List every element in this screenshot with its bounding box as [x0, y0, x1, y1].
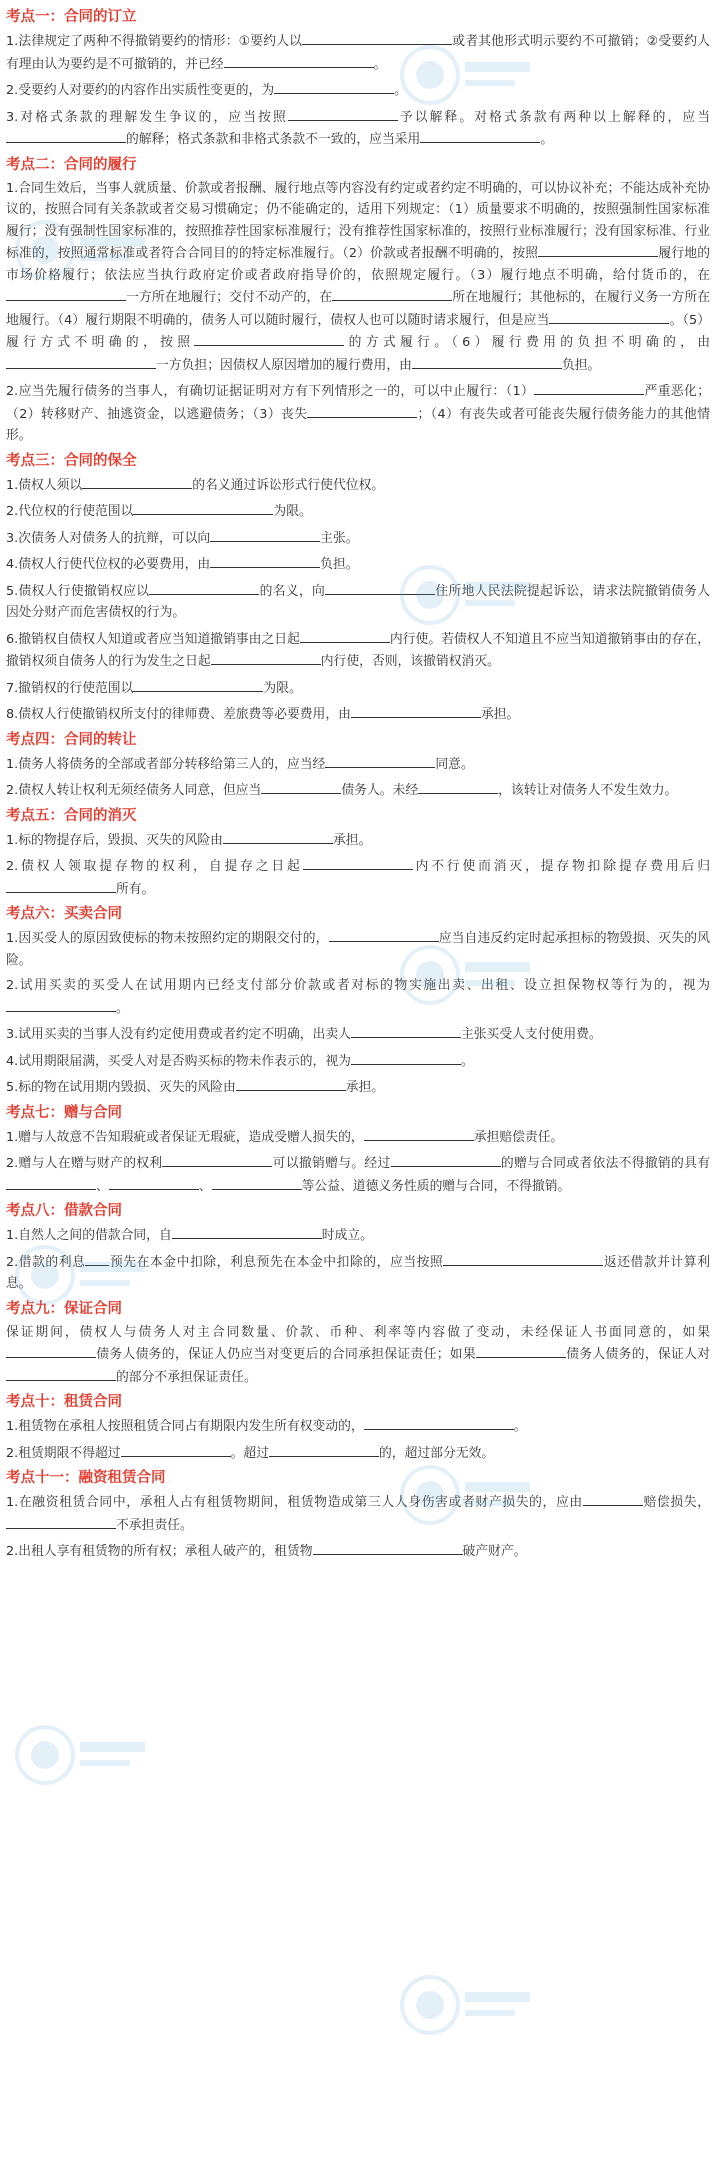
text-segment: 1.租赁物在承租人按照租赁合同占有期限内发生所有权变动的， [6, 1419, 364, 1434]
question-paragraph [6, 855, 710, 900]
question-paragraph [6, 1322, 710, 1389]
question-paragraph [6, 1442, 710, 1465]
text-segment: 主张买受人支付使用费。 [460, 1027, 602, 1042]
text-segment: 、 [96, 1178, 109, 1194]
text-segment: 1.合同生效后，当事人就质量、价款或者报酬、履行地点等内容没有约定或者约定不明确的，可以协议补充；不能达成补充协议的，按照合同有关条款或者交易习惯确定；仍不能确定的，适用下列规定：（1）质量要求不明确的，按照强制性国家标准履行；没有强制性国家标准的，按照推荐性国家标准履行；没有推荐性国家标准的，按照行业标准履行；没有国家标准、行业标准的，按照通常标准或者符合合同目的的特定标准履行。（2）价款或者报酬不明确的，按照 [6, 180, 710, 261]
text-segment: 的，超过部分无效。 [378, 1445, 495, 1461]
answer-blank [6, 1343, 96, 1358]
text-segment: 履行地的市场价格履行；依法应当执行政府定价或者政府指导价的，依照规定履行。（3）履行地点不明确，给付货币的，在 [6, 246, 710, 283]
answer-blank [351, 1023, 461, 1038]
answer-blank [223, 829, 333, 844]
question-paragraph [6, 580, 710, 624]
text-segment: 承担。 [480, 707, 520, 722]
question-paragraph [6, 753, 710, 776]
text-segment: 3.对格式条款的理解发生争议的，应当按照 [6, 109, 288, 125]
answer-blank [538, 242, 658, 257]
question-paragraph [6, 1415, 710, 1438]
question-paragraph [6, 1023, 710, 1046]
answer-blank [476, 1343, 566, 1358]
answer-blank [443, 1251, 603, 1266]
question-paragraph [6, 1251, 710, 1295]
text-segment: 8.债权人行使撤销权所支付的律师费、差旅费等必要费用，由 [6, 707, 351, 722]
text-segment: 2.租赁期限不得超过 [6, 1445, 121, 1461]
answer-blank [303, 855, 413, 870]
answer-blank [307, 403, 417, 418]
text-segment: 为限。 [263, 680, 302, 696]
answer-blank [6, 128, 126, 143]
answer-blank [6, 997, 116, 1012]
answer-blank [351, 703, 481, 718]
text-segment: 所在地履行；其他标的，在履行义务一方所在地履行。（4）履行期限不明确的，债务人可以随时履行，债权人也可以随时请求履行，但是应当 [6, 290, 711, 328]
text-segment: 内行使。若债权人不知道且不应当知道撤销事由的存在，撤销权须自债务人的行为发生之日起 [6, 631, 710, 669]
answer-blank [325, 753, 435, 768]
question-paragraph [6, 1050, 710, 1073]
section-heading: 考点八：借款合同 [6, 1203, 122, 1219]
text-segment: 。 [116, 1000, 129, 1016]
text-segment: 的名义通过诉讼形式行使代位权。 [192, 477, 385, 493]
answer-blank [82, 474, 192, 489]
answer-blank [313, 1540, 463, 1555]
text-segment: 可以撤销赠与。经过 [272, 1156, 391, 1171]
answer-blank [6, 286, 126, 301]
text-segment: 承担。 [332, 832, 372, 848]
text-segment: 。 [540, 132, 554, 147]
section-heading: 考点十：租赁合同 [6, 1394, 122, 1410]
text-segment: 债务人债务的，保证人仍应当对变更后的合同承担保证责任；如果 [96, 1347, 476, 1362]
answer-blank [325, 580, 435, 595]
answer-blank [269, 1442, 379, 1457]
text-segment: 。 [394, 83, 407, 98]
question-paragraph [6, 1540, 710, 1563]
text-segment: 或者其他形式明示要约不可撤销；②受要约人有理由认为要约是不可撤销的，并已经 [6, 34, 710, 72]
text-segment: 。 [513, 1419, 527, 1434]
answer-blank [109, 1175, 199, 1190]
answer-blank [364, 1415, 514, 1430]
text-segment: 2.借款的利息 [6, 1254, 86, 1270]
text-segment: 的方式履行。（6）履行费用的负担不明确的，由 [344, 335, 711, 350]
text-segment: 一方所在地履行；交付不动产的，在 [126, 290, 333, 305]
text-segment: 1.债务人将债务的全部或者部分转移给第三人的，应当经 [6, 756, 326, 772]
text-segment: 1.因买受人的原因致使标的物未按照约定的期限交付的， [6, 931, 329, 946]
answer-blank [6, 1366, 116, 1381]
section-heading: 考点三：合同的保全 [6, 452, 137, 469]
answer-blank [6, 1514, 116, 1529]
answer-blank [364, 1126, 474, 1141]
question-paragraph [6, 1152, 710, 1197]
text-segment: 6.撤销权自债权人知道或者应当知道撤销事由之日起 [6, 631, 300, 647]
text-segment: 应当自违反约定时起承担标的物毁损、灭失的风险。 [6, 931, 711, 968]
text-segment: 破产财产。 [462, 1544, 527, 1559]
section-heading: 考点九：保证合同 [6, 1300, 122, 1317]
text-segment: 住所地人民法院提起诉讼，请求法院撤销债务人因处分财产而危害债权的行为。 [6, 583, 711, 620]
answer-blank [302, 30, 452, 45]
question-paragraph [6, 474, 710, 497]
question-paragraph [6, 829, 710, 852]
text-segment: 严重恶化；（2）转移财产、抽逃资金，以逃避债务；（3）丧失 [6, 384, 711, 422]
section-heading: 考点五：合同的消灭 [6, 807, 137, 824]
text-segment: 1.标的物提存后，毁损、灭失的风险由 [6, 832, 223, 848]
section-heading: 考点六：买卖合同 [6, 906, 122, 922]
question-paragraph [6, 927, 710, 971]
answer-blank [6, 354, 156, 369]
question-paragraph [6, 30, 710, 75]
question-paragraph [6, 106, 710, 151]
section-heading: 考点二：合同的履行 [6, 156, 137, 173]
question-paragraph [6, 975, 710, 1019]
text-segment: 1.法律规定了两种不得撤销要约的情形：①要约人以 [6, 34, 303, 49]
text-segment: 。 [373, 56, 387, 72]
text-segment: 时成立。 [321, 1228, 373, 1243]
answer-blank [534, 380, 644, 395]
section-heading: 考点十一：融资租赁合同 [6, 1470, 166, 1486]
text-segment: 的赠与合同或者依法不得撤销的具有 [500, 1156, 710, 1171]
question-paragraph [6, 527, 710, 550]
text-segment: 为限。 [273, 504, 312, 519]
answer-blank [300, 628, 390, 643]
text-segment: ；（4）有丧失或者可能丧失履行债务能力的其他情形。 [6, 406, 710, 443]
text-segment: 同意。 [435, 756, 474, 772]
answer-blank [418, 779, 498, 794]
text-segment: 债务人。未经 [341, 783, 419, 798]
text-segment: 承担赔偿责任。 [473, 1129, 564, 1145]
answer-blank [6, 878, 116, 893]
text-segment: 返还借款并计算利息。 [6, 1254, 711, 1291]
question-paragraph [6, 1126, 710, 1149]
text-segment: 5.标的物在试用期内毁损、灭失的风险由 [6, 1080, 236, 1095]
answer-blank [210, 553, 320, 568]
text-segment: 3.次债务人对债务人的抗辩，可以向 [6, 530, 211, 546]
answer-blank [224, 53, 374, 68]
text-segment: 1.自然人之间的借款合同，自 [6, 1228, 172, 1243]
answer-blank [412, 354, 562, 369]
answer-blank [194, 331, 344, 346]
text-segment: 的解释；格式条款和非格式条款不一致的，应当采用 [126, 132, 421, 147]
text-segment: 2.应当先履行债务的当事人，有确切证据证明对方有下列情形之一的，可以中止履行：（1） [6, 384, 535, 399]
text-segment: 1.债权人须以 [6, 477, 83, 493]
text-segment: 4.试用期限届满，买受人对是否购买标的物未作表示的，视为 [6, 1053, 351, 1069]
answer-blank [162, 1152, 272, 1167]
question-paragraph [6, 1224, 710, 1247]
answer-blank [211, 650, 321, 665]
text-segment: 3.试用买卖的当事人没有约定使用费或者约定不明确，出卖人 [6, 1027, 351, 1042]
text-segment: 主张。 [320, 530, 359, 546]
section-heading: 考点七：赠与合同 [6, 1104, 122, 1121]
question-paragraph [6, 1076, 710, 1099]
question-paragraph [6, 703, 710, 726]
text-segment: 所有。 [116, 881, 155, 897]
text-segment: 承担。 [345, 1080, 385, 1095]
text-segment: 5.债权人行使撤销权应以 [6, 583, 150, 599]
question-paragraph [6, 1491, 710, 1536]
text-segment: 赔偿损失， [642, 1495, 711, 1510]
text-segment: 予以解释。对格式条款有两种以上解释的，应当 [397, 109, 710, 125]
text-segment: 的名义，向 [259, 583, 326, 599]
text-segment: 债务人债务的，保证人对 [565, 1347, 711, 1362]
text-segment: 保证期间，债权人与债务人对主合同数量、价款、币种、利率等内容做了变动，未经保证人书面同意的，如果 [6, 1324, 710, 1340]
text-segment: 1.在融资租赁合同中，承租人占有租赁物期间，租赁物造成第三人人身伤害或者财产损失的，应由 [6, 1495, 583, 1510]
answer-blank [332, 286, 452, 301]
answer-blank [149, 580, 259, 595]
question-paragraph [6, 628, 710, 673]
question-paragraph [6, 553, 710, 576]
answer-blank [133, 677, 263, 692]
answer-blank [210, 527, 320, 542]
text-segment: 2.代位权的行使范围以 [6, 504, 134, 519]
text-segment: 1.赠与人故意不告知瑕疵或者保证无瑕疵，造成受赠人损失的， [6, 1129, 364, 1145]
answer-blank [6, 1175, 96, 1190]
text-segment: 2.赠与人在赠与财产的权利 [6, 1156, 163, 1171]
answer-blank [549, 309, 669, 324]
text-segment: 、 [198, 1178, 212, 1194]
section-heading: 考点四：合同的转让 [6, 731, 137, 748]
text-segment: 。 [460, 1053, 474, 1069]
text-segment: 负担。 [320, 557, 359, 572]
question-paragraph [6, 178, 710, 377]
question-paragraph [6, 779, 710, 802]
text-segment: 4.债权人行使代位权的必要费用，由 [6, 557, 211, 572]
answer-blank [212, 1175, 302, 1190]
question-paragraph [6, 380, 710, 447]
answer-blank [261, 779, 341, 794]
answer-blank [288, 106, 398, 121]
text-segment: 。超过 [230, 1445, 269, 1461]
text-segment: 2.债权人领取提存物的权利，自提存之日起 [6, 859, 303, 874]
section-heading: 考点一：合同的订立 [6, 9, 137, 25]
answer-blank [391, 1152, 501, 1167]
answer-blank [85, 1251, 109, 1266]
answer-blank [583, 1491, 643, 1506]
answer-blank [133, 500, 273, 515]
answer-blank [274, 79, 394, 94]
text-segment: 。（5）履行方式不明确的，按照 [6, 312, 710, 350]
text-segment: 等公益、道德义务性质的赠与合同，不得撤销。 [301, 1178, 571, 1194]
text-segment: 2.出租人享有租赁物的所有权；承租人破产的，租赁物 [6, 1544, 313, 1559]
question-paragraph [6, 677, 710, 700]
text-segment: 2.债权人转让权利无须经债务人同意，但应当 [6, 783, 262, 798]
text-segment: 2.试用买卖的买受人在试用期内已经支付部分价款或者对标的物实施出卖、出租、设立担保物权等行为的，视为 [6, 978, 710, 993]
text-segment: 2.受要约人对要约的内容作出实质性变更的，为 [6, 83, 275, 98]
question-paragraph [6, 500, 710, 523]
question-paragraph [6, 79, 710, 102]
answer-blank [351, 1050, 461, 1065]
answer-blank [121, 1442, 231, 1457]
text-segment: 不承担责任。 [116, 1517, 193, 1533]
answer-blank [329, 927, 439, 942]
text-segment: ，该转让对债务人不发生效力。 [498, 783, 678, 798]
text-segment: 内不行使而消灭，提存物扣除提存费用后归 [412, 859, 710, 874]
answer-blank [236, 1076, 346, 1091]
text-segment: 7.撤销权的行使范围以 [6, 680, 134, 696]
answer-blank [172, 1224, 322, 1239]
text-segment: 一方负担；因债权人原因增加的履行费用，由 [156, 357, 412, 373]
text-segment: 的部分不承担保证责任。 [116, 1369, 257, 1385]
text-segment: 负担。 [561, 357, 601, 373]
text-segment: 内行使，否则，该撤销权消灭。 [320, 654, 500, 669]
answer-blank [420, 128, 540, 143]
text-segment: 预先在本金中扣除，利息预先在本金中扣除的，应当按照 [109, 1254, 444, 1270]
